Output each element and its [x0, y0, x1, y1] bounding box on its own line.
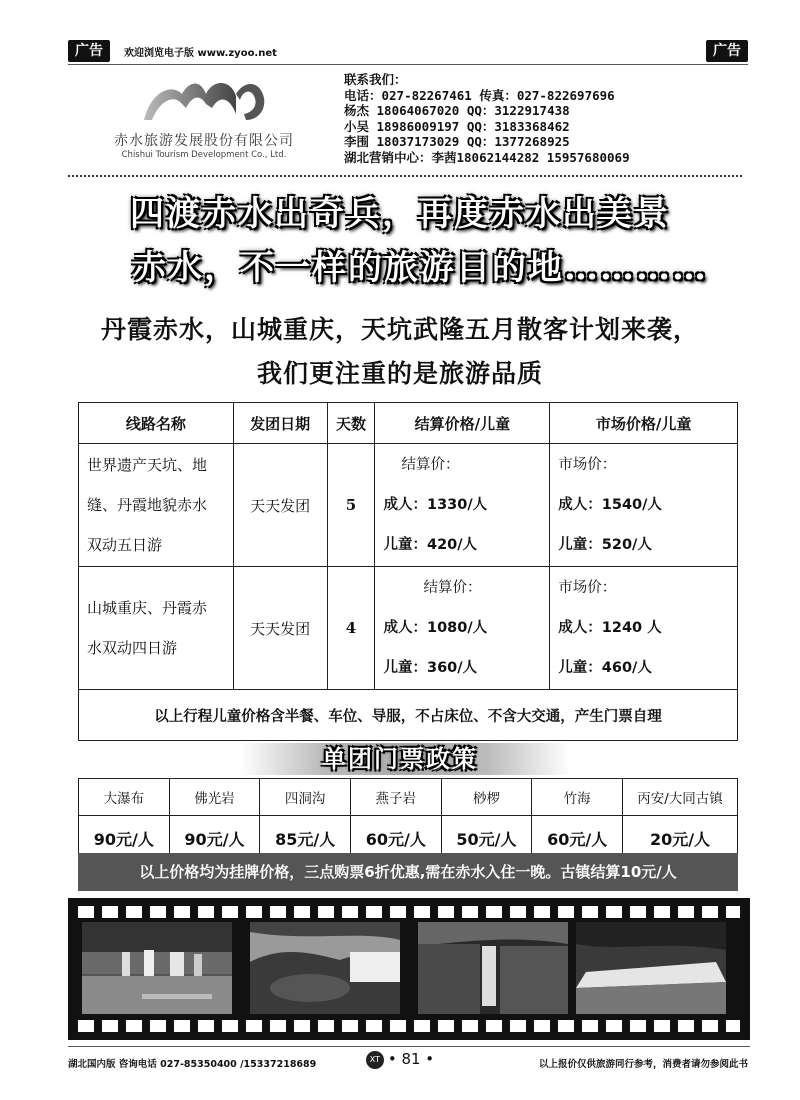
- ticket-price-table: [78, 778, 738, 861]
- company-logo: [84, 70, 324, 170]
- trip-days: 4: [327, 567, 375, 690]
- company-name-cn: 赤水旅游发展股份有限公司: [114, 133, 294, 149]
- route-price-table: [78, 402, 738, 741]
- ticket-price: 50元/人: [441, 816, 532, 861]
- subheadline: 我们更注重的是旅游品质: [256, 359, 543, 388]
- table-header-row: [79, 403, 738, 444]
- market-adult: 成人：1540/人: [558, 497, 662, 513]
- column-header: 线路名称: [79, 403, 234, 444]
- settle-label: 结算价：: [423, 580, 482, 596]
- film-strip: [68, 898, 750, 1040]
- contact-title: 联系我们：: [344, 72, 407, 87]
- child-price-note: 以上行程儿童价格含半餐、车位、导服，不占床位、不含大交通，产生门票自理: [79, 690, 738, 741]
- table-note-row: [79, 690, 738, 741]
- ticket-price: 60元/人: [532, 816, 623, 861]
- market-child: 儿童：520/人: [558, 537, 652, 553]
- photo-cascade: [576, 922, 726, 1014]
- route-name-line: 缝、丹霞地貌赤水: [87, 496, 208, 514]
- column-header: 结算价格/儿童: [375, 403, 550, 444]
- policy-title: 单团门票政策: [322, 745, 478, 773]
- scenic-site: 四洞沟: [260, 779, 351, 816]
- settle-price: [375, 444, 550, 567]
- divider: [68, 175, 742, 177]
- column-header: 市场价格/儿童: [550, 403, 738, 444]
- scenic-site: 丙安/大同古镇: [623, 779, 738, 816]
- footer-disclaimer: 以上报价仅供旅游同行参考，消费者请勿参阅此书: [538, 1059, 748, 1070]
- settle-label: 结算价：: [401, 457, 460, 473]
- logo-mark-icon: [140, 74, 270, 126]
- market-label: 市场价：: [558, 457, 617, 473]
- scenic-site: 竹海: [532, 779, 623, 816]
- route-name: [79, 567, 234, 690]
- contact-line: 电话：027-82267461 传真：027-822697696: [344, 87, 615, 103]
- market-price: [550, 567, 738, 690]
- ticket-price: 60元/人: [350, 816, 441, 861]
- contact-line: 小吴 18986009197 QQ：3183368462: [344, 118, 570, 134]
- route-name: [79, 444, 234, 567]
- headline-secondary: 赤水，不一样的旅游目的地…………: [132, 248, 708, 288]
- depart-date: 天天发团: [233, 444, 327, 567]
- film-perforation: [78, 1020, 740, 1032]
- market-adult: 成人：1240 人: [558, 620, 662, 636]
- route-name-line: 世界遗产天坑、地: [87, 456, 208, 474]
- company-name-en: Chishui Tourism Development Co., Ltd.: [121, 150, 287, 160]
- contact-line: 杨杰 18064067020 QQ：3122917438: [344, 103, 570, 118]
- headline-main: 四渡赤水出奇兵，再度赤水出美景: [130, 194, 670, 234]
- ticket-price: 90元/人: [169, 816, 260, 861]
- column-header: 天数: [327, 403, 375, 444]
- route-name-line: 水双动四日游: [87, 639, 178, 657]
- contact-line: 李围 18037173029 QQ：1377268925: [344, 134, 570, 149]
- table-row: [79, 567, 738, 690]
- divider: [68, 64, 748, 65]
- table-row: [79, 444, 738, 567]
- depart-date: 天天发团: [233, 567, 327, 690]
- route-name-line: 山城重庆、丹霞赤: [87, 599, 208, 617]
- scenic-site: 佛光岩: [169, 779, 260, 816]
- scenic-site: 大瀑布: [79, 779, 170, 816]
- market-price: [550, 444, 738, 567]
- ad-tag: 广告: [706, 40, 748, 62]
- footer-contact: 湖北国内版 咨询电话 027-85350400 /15337218689: [68, 1059, 317, 1070]
- scenic-site: 桫椤: [441, 779, 532, 816]
- settle-child: 儿童：420/人: [383, 537, 478, 553]
- contact-line: 湖北营销中心：李茜18062144282 15957680069: [344, 149, 630, 165]
- film-perforation: [78, 906, 740, 918]
- divider: [68, 1046, 750, 1047]
- page-badge-icon: XT: [366, 1051, 384, 1069]
- settle-child: 儿童：360/人: [383, 660, 478, 676]
- settle-price: [375, 567, 550, 690]
- ticket-price: 90元/人: [79, 816, 170, 861]
- photo-waterfall: [82, 922, 232, 1014]
- ad-tag: 广告: [68, 40, 110, 62]
- settle-adult: 成人：1080/人: [383, 620, 488, 636]
- ticket-price: 20元/人: [623, 816, 738, 861]
- table-row: [79, 779, 738, 816]
- page-number-text: • 81 •: [387, 1050, 435, 1068]
- settle-adult: 成人：1330/人: [383, 497, 488, 513]
- market-child: 儿童：460/人: [558, 660, 652, 676]
- ticket-note: 以上价格均为挂牌价格，三点购票6折优惠,需在赤水入住一晚。古镇结算10元/人: [78, 853, 738, 891]
- scenic-site: 燕子岩: [350, 779, 441, 816]
- ticket-price: 85元/人: [260, 816, 351, 861]
- welcome-text: 欢迎浏览电子版 www.zyoo.net: [124, 48, 277, 59]
- photo-danxia-rock: [250, 922, 400, 1014]
- trip-days: 5: [327, 444, 375, 567]
- contact-info: [344, 72, 744, 165]
- subheadline: 丹霞赤水，山城重庆，天坑武隆五月散客计划来袭，: [100, 315, 699, 344]
- route-name-line: 双动五日游: [87, 536, 163, 554]
- market-label: 市场价：: [558, 580, 617, 596]
- column-header: 发团日期: [233, 403, 327, 444]
- photo-canyon-falls: [418, 922, 568, 1014]
